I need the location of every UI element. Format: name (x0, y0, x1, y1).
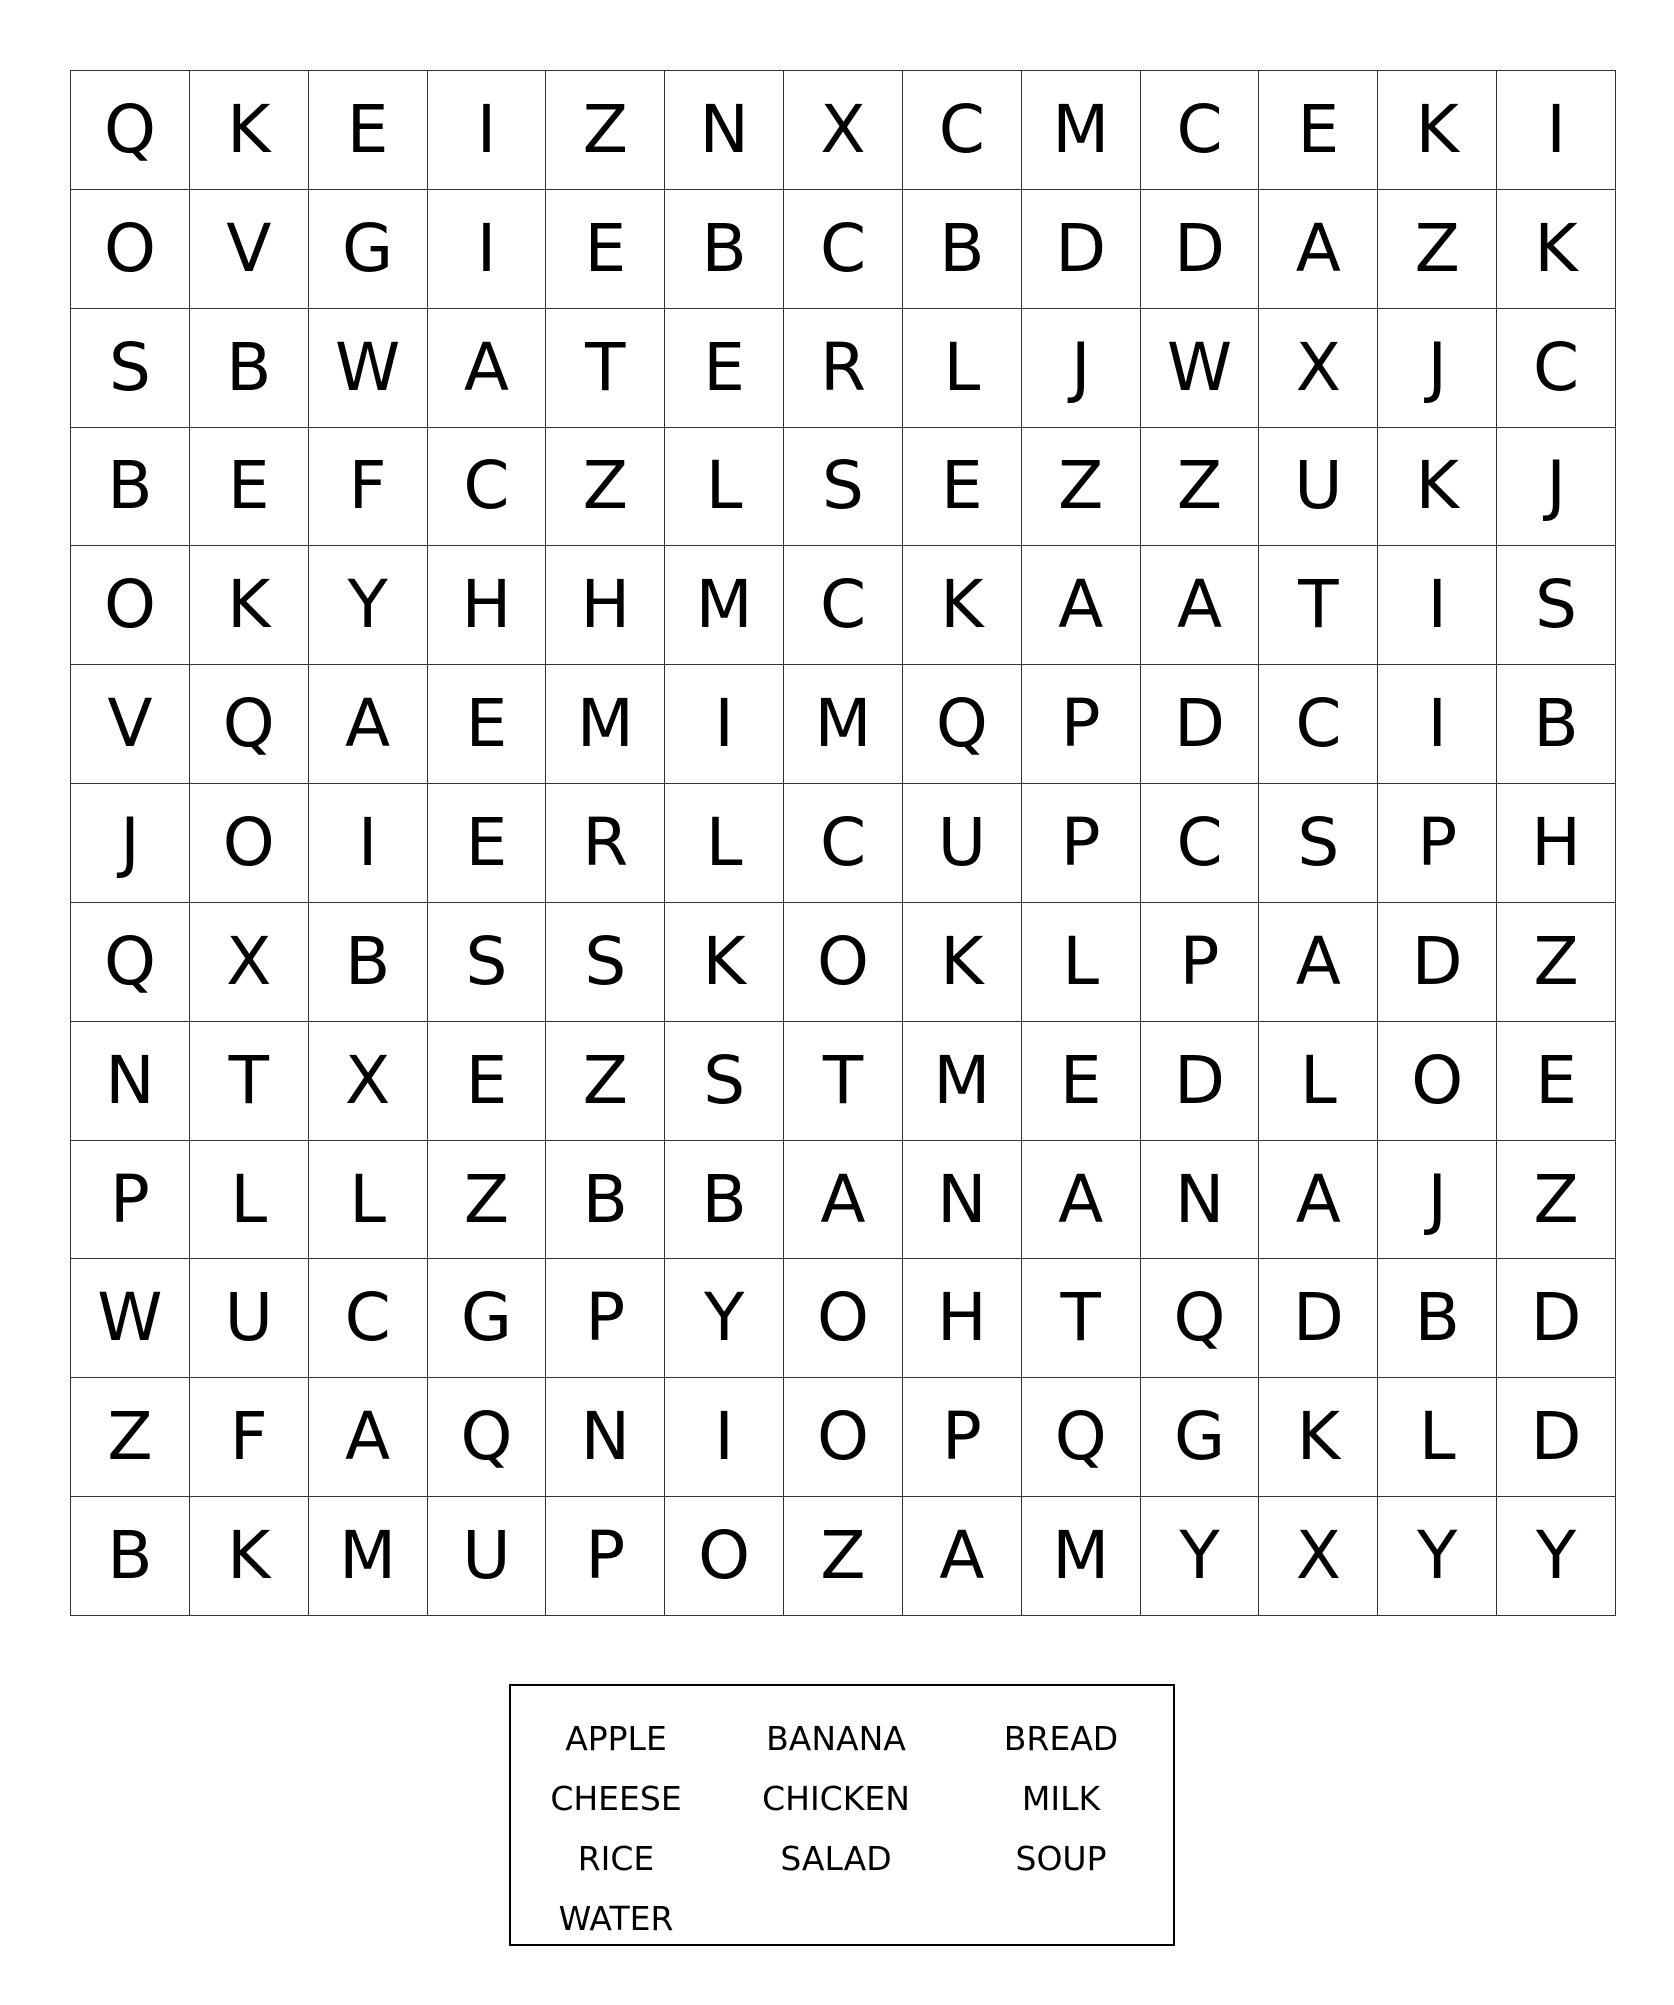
grid-cell[interactable]: R (784, 309, 903, 428)
grid-cell[interactable]: S (665, 1022, 784, 1141)
grid-cell[interactable]: B (665, 1141, 784, 1260)
grid-cell[interactable]: I (428, 190, 547, 309)
grid-cell[interactable]: U (903, 784, 1022, 903)
grid-cell[interactable]: T (190, 1022, 309, 1141)
grid-cell[interactable]: A (1022, 546, 1141, 665)
grid-cell[interactable]: G (428, 1259, 547, 1378)
grid-cell[interactable]: S (546, 903, 665, 1022)
grid-cell[interactable]: K (190, 1497, 309, 1616)
grid-cell[interactable]: I (428, 71, 547, 190)
word-list-item: BANANA (766, 1718, 906, 1758)
grid-cell[interactable]: T (1259, 546, 1378, 665)
grid-cell[interactable]: X (1259, 1497, 1378, 1616)
grid-cell[interactable]: O (190, 784, 309, 903)
grid-cell[interactable]: E (1259, 71, 1378, 190)
grid-cell[interactable]: E (1497, 1022, 1616, 1141)
grid-cell[interactable]: Y (309, 546, 428, 665)
grid-cell[interactable]: H (546, 546, 665, 665)
grid-cell[interactable]: C (1259, 665, 1378, 784)
grid-cell[interactable]: M (546, 665, 665, 784)
grid-cell[interactable]: P (71, 1141, 190, 1260)
grid-cell[interactable]: S (1259, 784, 1378, 903)
grid-cell[interactable]: Q (190, 665, 309, 784)
grid-cell[interactable]: B (309, 903, 428, 1022)
grid-cell[interactable]: G (1141, 1378, 1260, 1497)
grid-cell[interactable]: V (190, 190, 309, 309)
grid-cell[interactable]: B (71, 1497, 190, 1616)
grid-cell[interactable]: A (1022, 1141, 1141, 1260)
grid-cell[interactable]: J (1022, 309, 1141, 428)
word-list-item: CHEESE (550, 1778, 682, 1818)
grid-cell[interactable]: V (71, 665, 190, 784)
grid-cell[interactable]: K (190, 71, 309, 190)
grid-cell[interactable]: T (1022, 1259, 1141, 1378)
grid-cell[interactable]: A (309, 665, 428, 784)
grid-cell[interactable]: T (546, 309, 665, 428)
grid-cell[interactable]: P (1022, 784, 1141, 903)
grid-cell[interactable]: I (1378, 546, 1497, 665)
grid-cell[interactable]: Y (1378, 1497, 1497, 1616)
grid-cell[interactable]: U (1259, 428, 1378, 547)
word-list-item: BREAD (1003, 1718, 1119, 1758)
grid-cell[interactable]: D (1141, 1022, 1260, 1141)
grid-cell[interactable]: O (784, 1378, 903, 1497)
grid-cell[interactable]: A (1259, 903, 1378, 1022)
grid-cell[interactable]: J (1378, 309, 1497, 428)
grid-cell[interactable]: E (309, 71, 428, 190)
grid-cell[interactable]: B (1378, 1259, 1497, 1378)
grid-cell[interactable]: M (309, 1497, 428, 1616)
grid-cell[interactable]: Y (1141, 1497, 1260, 1616)
word-list (509, 1684, 1175, 1946)
grid-cell[interactable]: X (1259, 309, 1378, 428)
grid-cell[interactable]: K (665, 903, 784, 1022)
grid-cell[interactable]: D (1141, 665, 1260, 784)
grid-cell[interactable]: Q (1141, 1259, 1260, 1378)
word-list-item: MILK (1021, 1778, 1101, 1818)
grid-cell[interactable]: D (1141, 190, 1260, 309)
letter-grid (70, 70, 1616, 1616)
grid-cell[interactable]: E (428, 784, 547, 903)
grid-cell[interactable]: C (428, 428, 547, 547)
grid-cell[interactable]: X (784, 71, 903, 190)
grid-cell[interactable]: Z (784, 1497, 903, 1616)
grid-cell[interactable]: A (1141, 546, 1260, 665)
grid-cell[interactable]: N (1141, 1141, 1260, 1260)
grid-cell[interactable]: B (190, 309, 309, 428)
grid-cell[interactable]: F (190, 1378, 309, 1497)
grid-cell[interactable]: W (1141, 309, 1260, 428)
grid-cell[interactable]: B (665, 190, 784, 309)
word-list-item: APPLE (565, 1718, 667, 1758)
grid-cell[interactable]: M (1022, 1497, 1141, 1616)
grid-cell[interactable]: D (1259, 1259, 1378, 1378)
grid-cell[interactable]: C (309, 1259, 428, 1378)
grid-cell[interactable]: W (309, 309, 428, 428)
grid-cell[interactable]: L (665, 428, 784, 547)
grid-cell[interactable]: K (903, 546, 1022, 665)
grid-cell[interactable]: B (546, 1141, 665, 1260)
grid-cell[interactable]: K (1259, 1378, 1378, 1497)
grid-cell[interactable]: I (1378, 665, 1497, 784)
grid-cell[interactable]: L (903, 309, 1022, 428)
grid-cell[interactable]: A (428, 309, 547, 428)
grid-cell[interactable]: P (1141, 903, 1260, 1022)
word-list-item: SOUP (1015, 1838, 1107, 1878)
grid-cell[interactable]: M (903, 1022, 1022, 1141)
grid-cell[interactable]: E (190, 428, 309, 547)
grid-cell[interactable]: Q (71, 903, 190, 1022)
word-list-item: WATER (558, 1898, 674, 1938)
grid-cell[interactable]: P (546, 1259, 665, 1378)
grid-cell[interactable]: N (546, 1378, 665, 1497)
grid-cell[interactable]: P (903, 1378, 1022, 1497)
grid-cell[interactable]: E (428, 665, 547, 784)
grid-cell[interactable]: S (428, 903, 547, 1022)
grid-cell[interactable]: A (309, 1378, 428, 1497)
grid-cell[interactable]: L (1259, 1022, 1378, 1141)
grid-cell[interactable]: J (1378, 1141, 1497, 1260)
grid-cell[interactable]: D (1022, 190, 1141, 309)
grid-cell[interactable]: Z (546, 1022, 665, 1141)
grid-cell[interactable]: D (1497, 1378, 1616, 1497)
grid-cell[interactable]: L (309, 1141, 428, 1260)
grid-cell[interactable]: A (903, 1497, 1022, 1616)
grid-cell[interactable]: I (665, 1378, 784, 1497)
grid-cell[interactable]: E (1022, 1022, 1141, 1141)
grid-cell[interactable]: C (784, 190, 903, 309)
word-list-item: SALAD (780, 1838, 892, 1878)
grid-cell[interactable]: K (1378, 71, 1497, 190)
grid-cell[interactable]: U (190, 1259, 309, 1378)
grid-cell[interactable]: C (784, 784, 903, 903)
grid-cell[interactable]: Q (1022, 1378, 1141, 1497)
grid-cell[interactable]: Q (71, 71, 190, 190)
grid-cell[interactable]: K (190, 546, 309, 665)
grid-cell[interactable]: N (903, 1141, 1022, 1260)
grid-cell[interactable]: Z (1141, 428, 1260, 547)
grid-cell[interactable]: A (1259, 1141, 1378, 1260)
grid-cell[interactable]: E (665, 309, 784, 428)
grid-cell[interactable]: Q (428, 1378, 547, 1497)
grid-cell[interactable]: N (665, 71, 784, 190)
grid-cell[interactable]: J (71, 784, 190, 903)
word-list-item: RICE (577, 1838, 655, 1878)
grid-cell[interactable]: B (1497, 665, 1616, 784)
grid-cell[interactable]: B (903, 190, 1022, 309)
grid-cell[interactable]: M (784, 665, 903, 784)
grid-cell[interactable]: C (784, 546, 903, 665)
grid-cell[interactable]: N (71, 1022, 190, 1141)
grid-cell[interactable]: O (71, 190, 190, 309)
grid-cell[interactable]: L (1378, 1378, 1497, 1497)
grid-cell[interactable]: W (71, 1259, 190, 1378)
grid-cell[interactable]: T (784, 1022, 903, 1141)
grid-cell[interactable]: F (309, 428, 428, 547)
grid-cell[interactable]: Z (1378, 190, 1497, 309)
grid-cell[interactable]: Z (546, 428, 665, 547)
grid-cell[interactable]: L (1022, 903, 1141, 1022)
grid-cell[interactable]: P (1022, 665, 1141, 784)
grid-cell[interactable]: M (1022, 71, 1141, 190)
grid-cell[interactable]: D (1497, 1259, 1616, 1378)
grid-cell[interactable]: H (903, 1259, 1022, 1378)
grid-cell[interactable]: J (1497, 428, 1616, 547)
grid-cell[interactable]: Z (1022, 428, 1141, 547)
grid-cell[interactable]: Y (665, 1259, 784, 1378)
grid-cell[interactable]: P (1378, 784, 1497, 903)
grid-cell[interactable]: S (784, 428, 903, 547)
grid-cell[interactable]: Z (1497, 1141, 1616, 1260)
grid-cell[interactable]: O (71, 546, 190, 665)
grid-cell[interactable]: G (309, 190, 428, 309)
grid-cell[interactable]: B (71, 428, 190, 547)
grid-cell[interactable]: O (1378, 1022, 1497, 1141)
word-list-item: CHICKEN (762, 1778, 910, 1818)
grid-cell[interactable]: U (428, 1497, 547, 1616)
grid-cell[interactable]: P (546, 1497, 665, 1616)
grid-cell[interactable]: Z (71, 1378, 190, 1497)
grid-cell[interactable]: C (903, 71, 1022, 190)
grid-cell[interactable]: O (784, 903, 903, 1022)
grid-cell[interactable]: I (1497, 71, 1616, 190)
grid-cell[interactable]: D (1378, 903, 1497, 1022)
grid-cell[interactable]: K (1378, 428, 1497, 547)
grid-cell[interactable]: Z (1497, 903, 1616, 1022)
grid-cell[interactable]: H (428, 546, 547, 665)
grid-cell[interactable]: M (665, 546, 784, 665)
grid-cell[interactable]: L (665, 784, 784, 903)
grid-cell[interactable]: X (309, 1022, 428, 1141)
grid-cell[interactable]: S (1497, 546, 1616, 665)
grid-cell[interactable]: E (428, 1022, 547, 1141)
grid-cell[interactable]: L (190, 1141, 309, 1260)
grid-cell[interactable]: O (784, 1259, 903, 1378)
grid-cell[interactable]: O (665, 1497, 784, 1616)
grid-cell[interactable]: Z (428, 1141, 547, 1260)
grid-cell[interactable]: H (1497, 784, 1616, 903)
grid-cell[interactable]: C (1141, 784, 1260, 903)
grid-cell[interactable]: A (784, 1141, 903, 1260)
grid-cell[interactable]: K (903, 903, 1022, 1022)
grid-cell[interactable]: S (71, 309, 190, 428)
grid-cell[interactable]: Z (546, 71, 665, 190)
grid-cell[interactable]: I (665, 665, 784, 784)
grid-cell[interactable]: C (1141, 71, 1260, 190)
grid-cell[interactable]: I (309, 784, 428, 903)
grid-cell[interactable]: Y (1497, 1497, 1616, 1616)
grid-cell[interactable]: Q (903, 665, 1022, 784)
grid-cell[interactable]: E (903, 428, 1022, 547)
grid-cell[interactable]: A (1259, 190, 1378, 309)
grid-cell[interactable]: R (546, 784, 665, 903)
grid-cell[interactable]: C (1497, 309, 1616, 428)
grid-cell[interactable]: K (1497, 190, 1616, 309)
grid-cell[interactable]: X (190, 903, 309, 1022)
grid-cell[interactable]: E (546, 190, 665, 309)
